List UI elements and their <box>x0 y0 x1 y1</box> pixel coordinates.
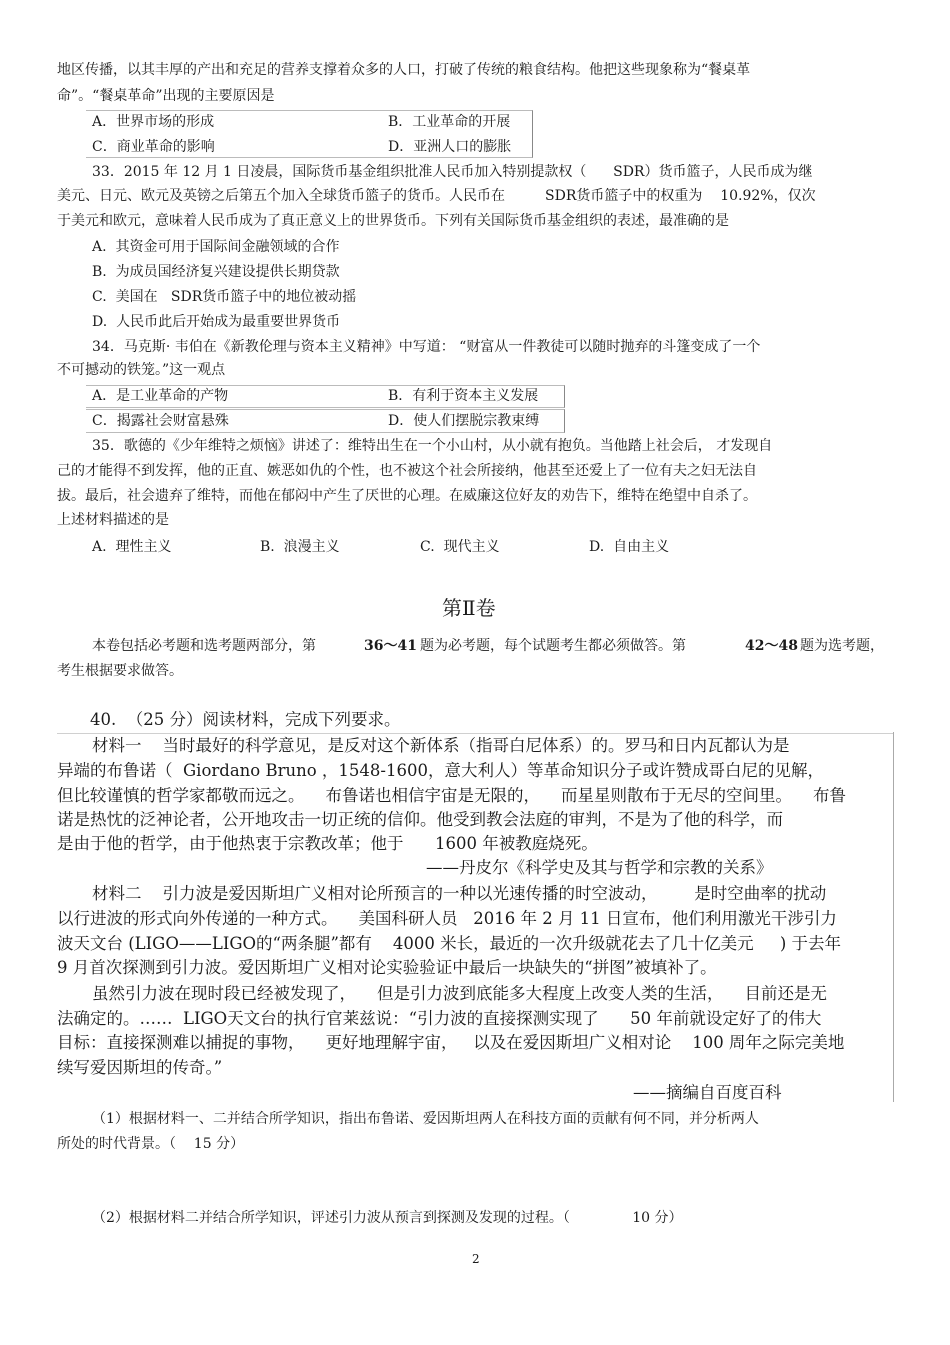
material2-source: ——摘编自百度百科 <box>633 1083 782 1102</box>
page-number: 2 <box>472 1252 480 1266</box>
section-intro-c: 题为必考题，每个试题考生都必须做答。第 <box>420 638 686 654</box>
q34-stem-line2: 不可撼动的铁笼。”这一观点 <box>57 362 226 378</box>
q35-option-d: D. 自由主义 <box>589 539 670 555</box>
q33-stem-line1: 33．2015 年 12 月 1 日凌晨，国际货币基金组织批准人民币加入特别提款权（ SDR）货币篮子，人民币成为继 <box>92 164 813 180</box>
q35-option-b: B. 浪漫主义 <box>260 539 340 555</box>
q33-option-a: A. 其资金可用于国际间金融领域的合作 <box>92 239 340 255</box>
material1-line2: 异端的布鲁诺（ Giordano Bruno ，1548-1600，意大利人）等革命知识分子或许赞成哥白尼的见解， <box>57 761 824 780</box>
q35-option-a: A. 理性主义 <box>92 539 172 555</box>
material2-line6: 法确定的。…… LIGO天文台的执行官莱兹说：“引力波的直接探测实现了 50 年前就设定好了的伟大 <box>57 1009 822 1028</box>
q35-stem-line2: 己的才能得不到发挥，他的正直、嫉恶如仇的个性，也不被这个社会所接纳，他甚至还爱上了一位有夫之妇无法自 <box>57 463 757 479</box>
q32-option-a: A．世界市场的形成 <box>92 114 215 130</box>
q32-text-line1: 地区传播，以其丰厚的产出和充足的营养支撑着众多的人口，打破了传统的粮食结构。他把这些现象称为“餐桌革 <box>57 62 751 78</box>
material2-line8: 续写爱因斯坦的传奇。” <box>57 1058 223 1077</box>
q33-stem-line3: 于美元和欧元，意味着人民币成为了真正意义上的世界货币。下列有关国际货币基金组织的表述，最准确的是 <box>57 213 729 229</box>
q35-stem-line3: 拔。最后，社会遗弃了维特，而他在郁闷中产生了厌世的心理。在威廉这位好友的劝告下，维特在绝望中自杀了。 <box>57 488 757 504</box>
q34-option-d: D．使人们摆脱宗教束缚 <box>388 413 540 429</box>
material2-line1: 材料二 引力波是爱因斯坦广义相对论所预言的一种以光速传播的时空波动， 是时空曲率的扰动 <box>92 884 827 903</box>
q34-option-a: A．是工业革命的产物 <box>92 388 229 404</box>
material-box-top-edge <box>57 733 893 734</box>
material1-line4: 诺是热忱的泛神论者，公开地攻击一切正统的信仰。他受到教会法庭的审判，不是为了他的科学，而 <box>57 810 783 829</box>
q35-stem-line4: 上述材料描述的是 <box>57 512 169 528</box>
q34-option-b: B．有利于资本主义发展 <box>388 388 539 404</box>
q33-option-c: C. 美国在 SDR货币篮子中的地位被动摇 <box>92 289 357 305</box>
q35-stem-line1: 35．歌德的《少年维特之烦恼》讲述了：维特出生在一个小山村，从小就有抱负。当他踏上社会后， 才发现自 <box>92 438 773 454</box>
section-intro-line2: 考生根据要求做答。 <box>57 663 183 679</box>
q33-option-d: D. 人民币此后开始成为最重要世界货币 <box>92 314 341 330</box>
material2-line3: 波天文台 (LIGO——LIGO的“两条腿”都有 4000 米长，最近的一次升级就花去了几十亿美元 ) 于去年 <box>57 934 842 953</box>
q32-option-d: D．亚洲人口的膨胀 <box>388 139 512 155</box>
q32-text-line2: 命”。“餐桌革命”出现的主要原因是 <box>57 88 275 104</box>
q32-option-c: C．商业革命的影响 <box>92 139 215 155</box>
q33-stem-line2: 美元、日元、欧元及英镑之后第五个加入全球货币篮子的货币。人民币在 SDR货币篮子中的权重为 10.92%，仅次 <box>57 188 816 204</box>
q40-heading: 40. （25 分）阅读材料，完成下列要求。 <box>90 710 401 729</box>
q40-sub1-line1: （1）根据材料一、二并结合所学知识，指出布鲁诺、爱因斯坦两人在科技方面的贡献有何不同，并分析两人 <box>92 1111 759 1127</box>
section-title: 第Ⅱ卷 <box>442 596 496 620</box>
material1-line3: 但比较谨慎的哲学家都敬而远之。 布鲁诺也相信宇宙是无限的， 而星星则散布于无尽的空间里。 布鲁 <box>57 786 846 805</box>
section-intro-range2: 42～48 <box>745 638 798 654</box>
material2-line4: 9 月首次探测到引力波。爱因斯坦广义相对论实验验证中最后一块缺失的“拼图”被填补了。 <box>57 958 717 977</box>
material1-source: ——丹皮尔《科学史及其与哲学和宗教的关系》 <box>426 858 773 877</box>
section-intro-range1: 36～41 <box>364 638 417 654</box>
section-intro-a: 本卷包括必考题和选考题两部分，第 <box>92 638 316 654</box>
q32-option-b: B．工业革命的开展 <box>388 114 511 130</box>
q40-sub2: （2）根据材料二并结合所学知识，评述引力波从预言到探测及发现的过程。（ 10 分） <box>92 1210 683 1226</box>
material1-line5: 是由于他的哲学，由于他热衷于宗教改革；他于 1600 年被教庭烧死。 <box>57 834 598 853</box>
material2-line5: 虽然引力波在现时段已经被发现了， 但是引力波到底能多大程度上改变人类的生活， 目前还是无 <box>92 984 827 1003</box>
q34-stem-line1: 34．马克斯· 韦伯在《新教伦理与资本主义精神》中写道： “财富从一件教徒可以随时抛弃的斗篷变成了一个 <box>92 339 761 355</box>
q35-option-c: C. 现代主义 <box>420 539 500 555</box>
q33-option-b: B. 为成员国经济复兴建设提供长期贷款 <box>92 264 340 280</box>
material2-line7: 目标：直接探测难以捕捉的事物， 更好地理解宇宙， 以及在爱因斯坦广义相对论 100 周年之际完美地 <box>57 1033 845 1052</box>
section-intro-e: 题为选考题， <box>800 638 884 654</box>
q40-sub1-line2: 所处的时代背景。（ 15 分） <box>57 1136 245 1152</box>
q34-option-c: C．揭露社会财富悬殊 <box>92 413 229 429</box>
material1-line1: 材料一 当时最好的科学意见，是反对这个新体系（指哥白尼体系）的。罗马和日内瓦都认为是 <box>92 736 790 755</box>
material2-line2: 以行进波的形式向外传递的一种方式。 美国科研人员 2016 年 2 月 11 日宣布，他们利用激光干涉引力 <box>57 909 837 928</box>
material-box-right-edge <box>893 732 894 1102</box>
